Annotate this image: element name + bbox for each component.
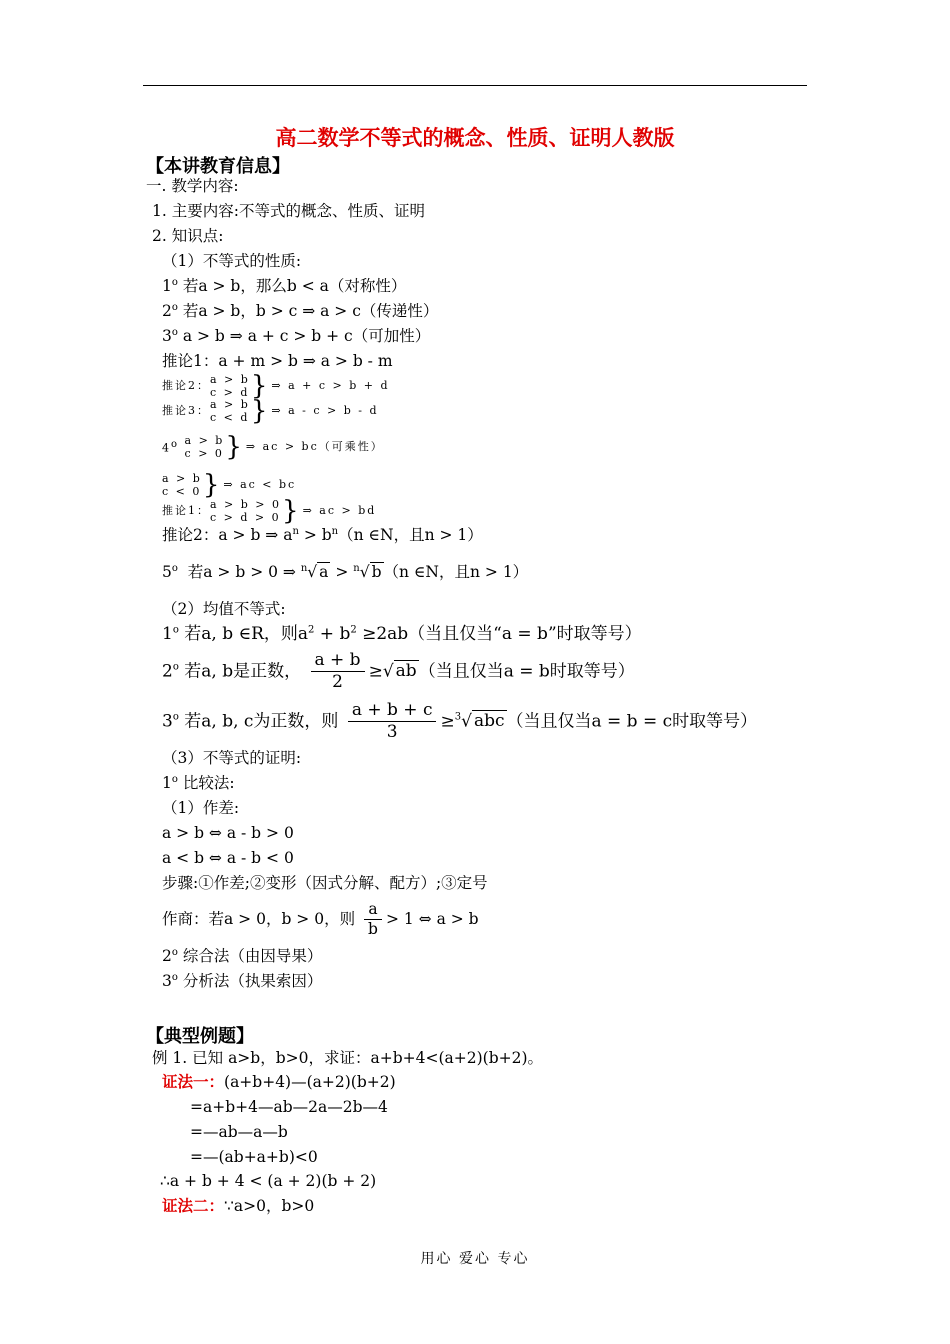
property-3: 3$^o$ a > b ⇒ a + c > b + c（可加性） <box>162 327 431 346</box>
text-line: 2. 知识点: <box>152 227 224 245</box>
text-line: （3）不等式的证明: <box>162 749 302 767</box>
section-heading-examples: 【典型例题】 <box>146 1026 254 1047</box>
page-title: 高二数学不等式的概念、性质、证明人教版 <box>275 125 675 150</box>
proof-1-conclusion: ∴a + b + 4 < (a + 2)(b + 2) <box>160 1172 377 1190</box>
section-heading-info: 【本讲教育信息】 <box>146 156 290 177</box>
steps-line: 步骤:①作差;②变形（因式分解、配方）;③定号 <box>162 874 488 892</box>
page-footer: 用心 爱心 专心 <box>420 1251 530 1267</box>
proof-1-step: =a+b+4—ab—2a—2b—4 <box>190 1098 388 1116</box>
quotient-line: 作商：若a > 0，b > 0，则 $\frac{a}{b}$ > 1 ⇔ a > b <box>162 900 479 939</box>
corollary-mult: 推论1： a > b > 0 c > d > 0 } ⇒ ac > bd <box>162 496 377 526</box>
property-4-negative: a > b c < 0 } ⇒ ac < bc <box>162 470 297 500</box>
proof-method-3: 3$^o$ 分析法（执果索因） <box>162 972 323 991</box>
text-line: （2）均值不等式: <box>162 600 286 618</box>
mean-ineq-1: 1$^o$ 若a, b ∈R，则$a^2 + b^2 \ge 2ab$（当且仅当“a = b”时取等号） <box>162 624 642 644</box>
proof-1-step: =—ab—a—b <box>190 1123 288 1141</box>
property-5: 5$^o$ 若a > b > 0 ⇒ $^n$√ a > $^n$√ b （n ∈N，且n > 1） <box>162 563 529 582</box>
text-line: （1）不等式的性质: <box>162 252 302 270</box>
text-line: 一. 教学内容: <box>146 177 239 195</box>
property-1: 1$^o$ 若a > b，那么b < a（对称性） <box>162 277 407 296</box>
proof-1-step: =—(ab+a+b)<0 <box>190 1148 318 1166</box>
header-rule <box>143 85 807 86</box>
proof-method-2: 2$^o$ 综合法（由因导果） <box>162 947 323 966</box>
corollary-2: 推论2： a > b c > d } ⇒ a + c > b + d <box>162 371 390 401</box>
corollary-power: 推论2：a > b ⇒ $a^n > b^n(n$ ∈N，且n > 1） <box>162 526 483 545</box>
example-question: 例 1. 已知 a>b，b>0，求证：a+b+4<(a+2)(b+2)。 <box>152 1049 544 1067</box>
corollary-1: 推论1：a + m > b ⇒ a > b - m <box>162 352 393 370</box>
mean-ineq-2: 2$^o$ 若a, b是正数， $\frac{a + b}{2}$ ≥√ ab （当且仅当a = b时取等号） <box>162 650 635 693</box>
difference-2: a < b ⇔ a - b < 0 <box>162 849 294 867</box>
property-4: 4o a > b c > 0 } ⇒ ac > bc（可乘性） <box>162 432 384 462</box>
property-2: 2$^o$ 若a > b，b > c ⇒ a > c（传递性） <box>162 302 439 321</box>
proof-2-line: 证法二：∵a>0，b>0 <box>162 1196 315 1215</box>
text-line: 1. 主要内容:不等式的概念、性质、证明 <box>152 202 425 220</box>
mean-ineq-3: 3$^o$ 若a, b, c为正数，则 $\frac{a + b + c}{3}$ ≥$^3$√ abc （当且仅当a = b = c时取等号） <box>162 700 758 743</box>
text-line: （1）作差: <box>162 799 240 817</box>
proof-1-line: 证法一：(a+b+4)—(a+2)(b+2) <box>162 1072 396 1091</box>
difference-1: a > b ⇔ a - b > 0 <box>162 824 294 842</box>
proof-method-1: 1$^o$ 比较法: <box>162 774 235 793</box>
corollary-3: 推论3： a > b c < d } ⇒ a - c > b - d <box>162 396 379 426</box>
